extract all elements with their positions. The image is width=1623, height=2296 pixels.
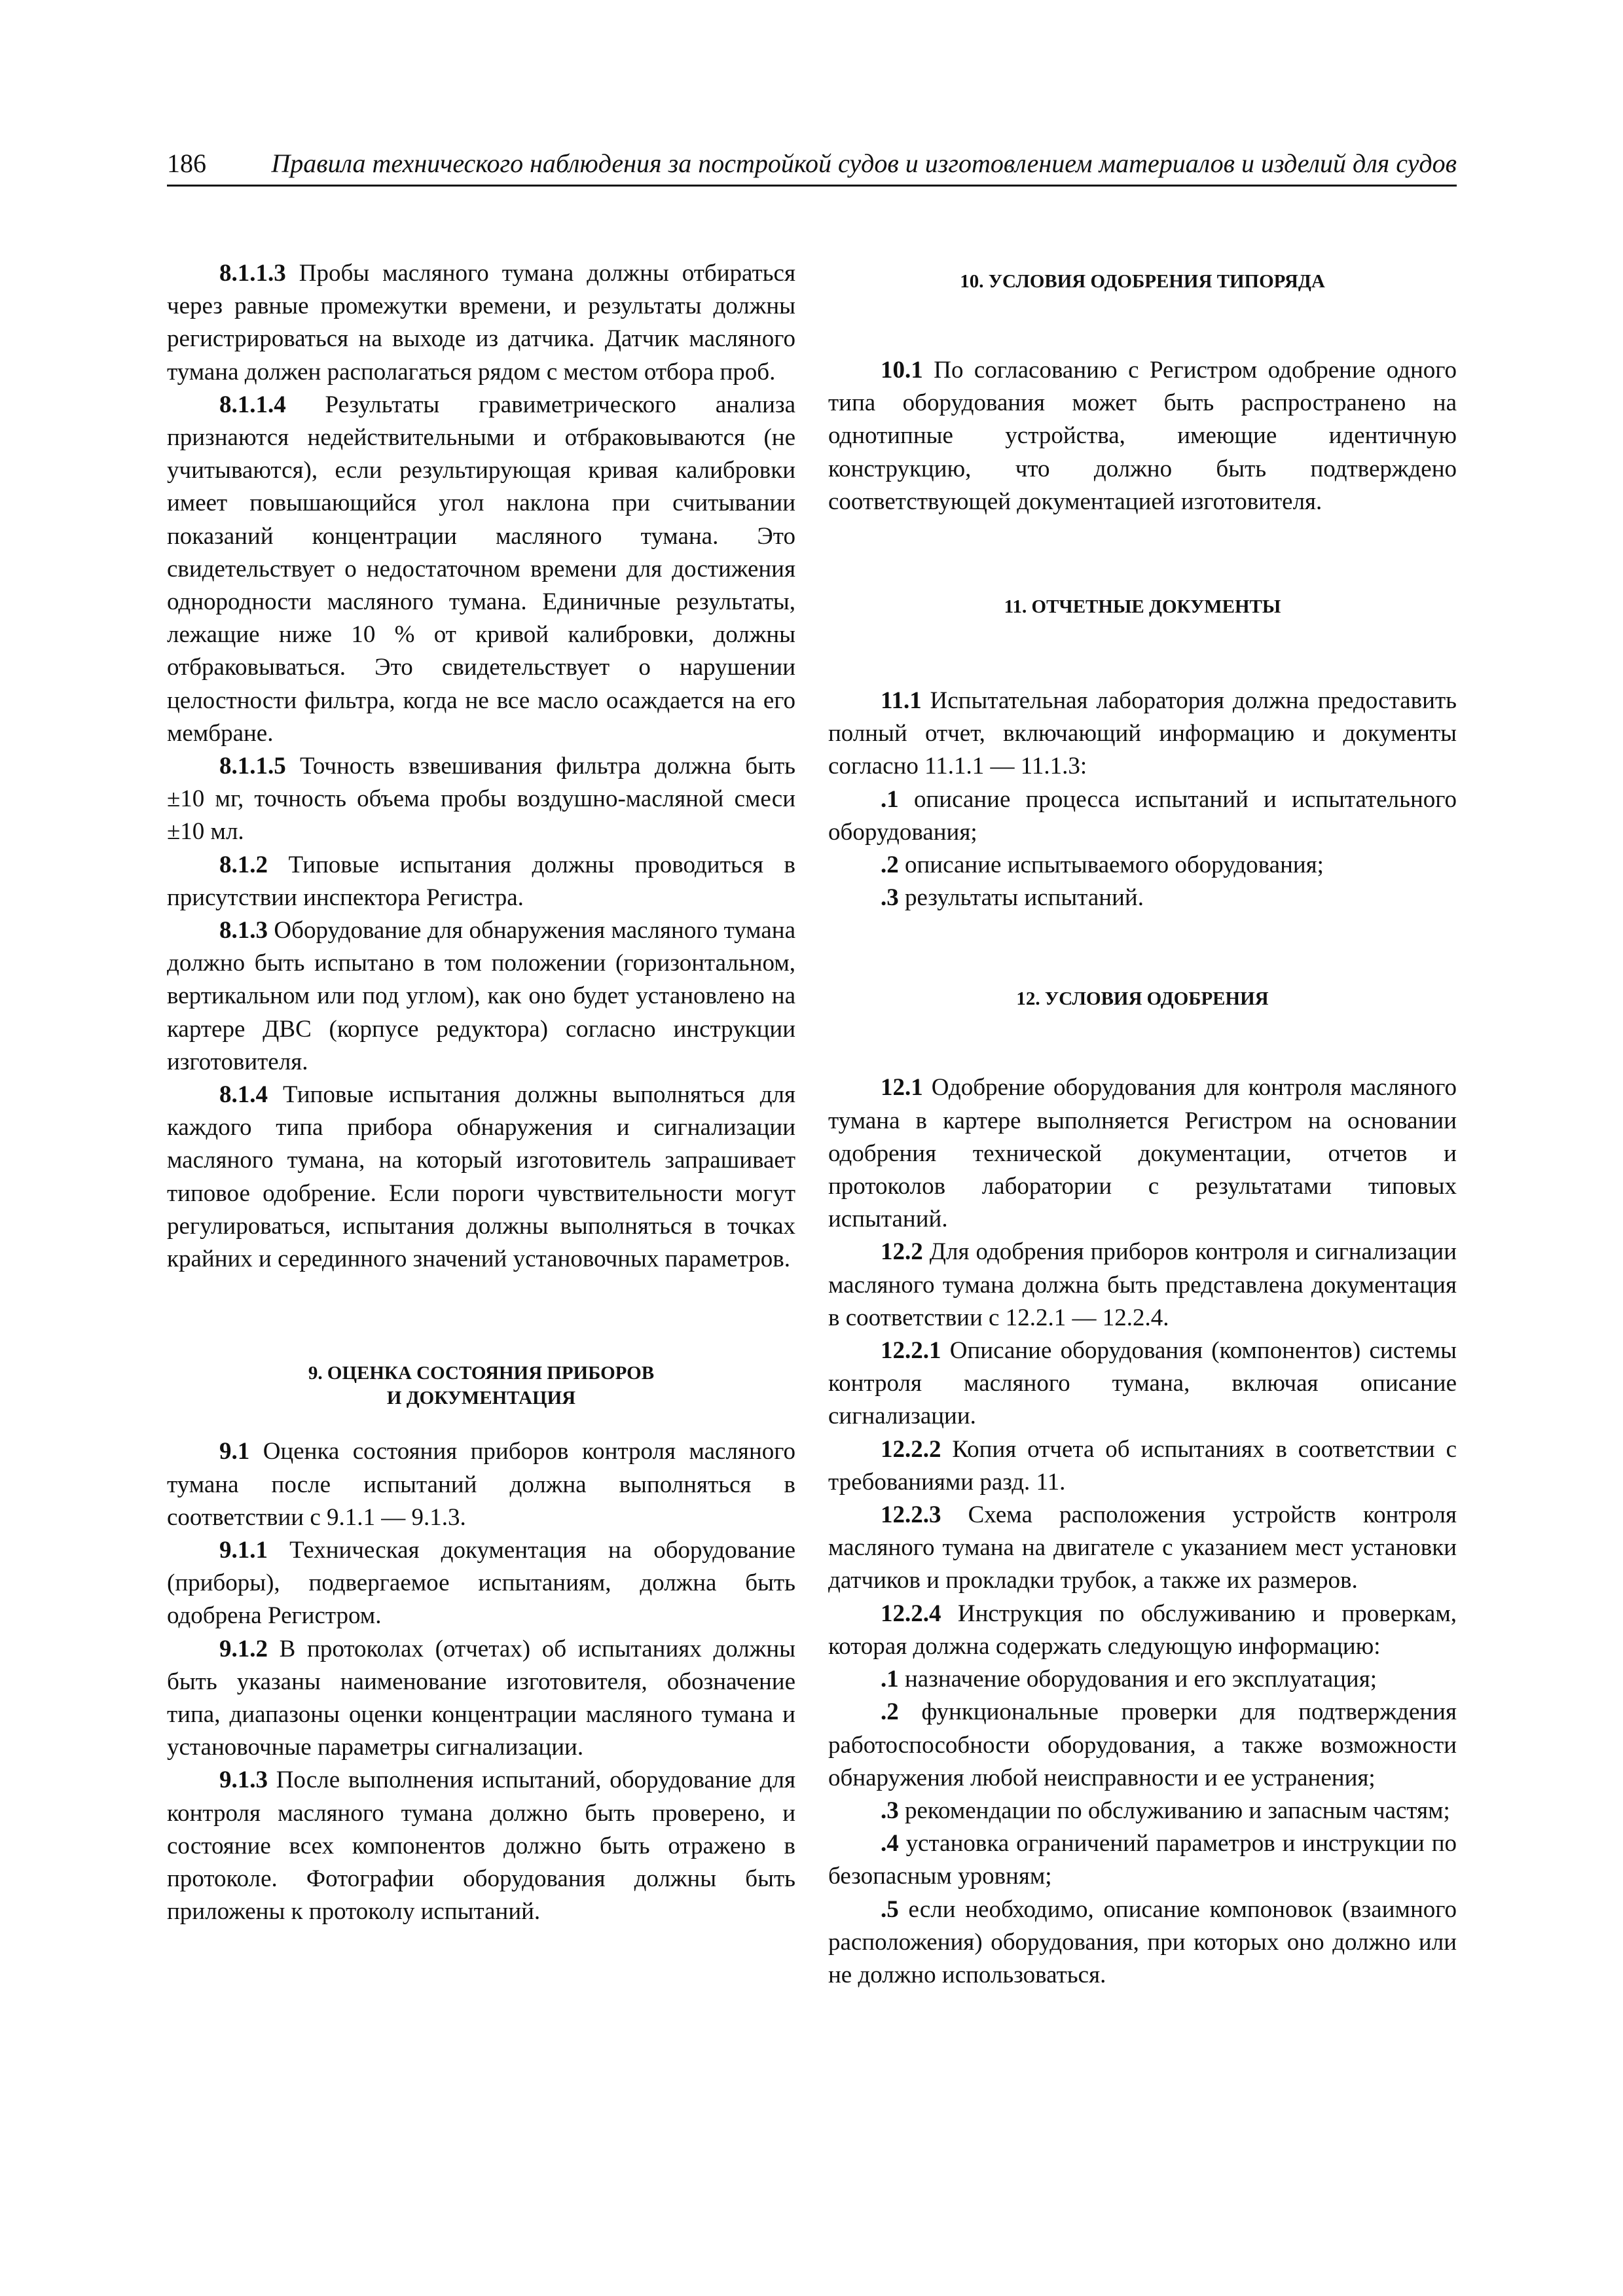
clause-text: Типовые испытания должны выполняться для каждого типа прибора обнаружения и сигнализации масляного тумана, на который изготовитель запрашивает типовое одобрение. Если пороги чувствительности могут регулироваться, испытания должны выполняться в точках крайних и серединного значений установочных параметров. — [167, 1081, 795, 1273]
paragraph — [167, 914, 795, 1079]
section-heading-11: 11. ОТЧЕТНЫЕ ДОКУМЕНТЫ — [1004, 596, 1281, 618]
clause-text: Пробы масляного тумана должны отбираться через равные промежутки времени, и результаты должны регистрироваться на выходе из датчика. Датчик масляного тумана должен располагаться рядом с местом отбора проб. — [167, 260, 795, 386]
clause-text: Оценка состояния приборов контроля масляного тумана после испытаний должна выполняться в соответствии с 9.1.1 — 9.1.3. — [167, 1438, 795, 1531]
clause-number: 11.1 — [881, 687, 922, 715]
left-column — [167, 257, 795, 1928]
paragraph — [167, 849, 795, 914]
clause-number: 12.1 — [881, 1074, 923, 1102]
clause-number: 8.1.1.4 — [219, 391, 286, 418]
item-number: .5 — [881, 1895, 899, 1923]
clause-number: 12.2.1 — [881, 1337, 941, 1365]
clause-number: 12.2.2 — [881, 1435, 941, 1463]
paragraph — [828, 685, 1457, 783]
clause-number: 9.1 — [219, 1438, 250, 1465]
clause-number: 9.1.2 — [219, 1635, 268, 1662]
paragraph — [167, 750, 795, 849]
clause-text: Копия отчета об испытаниях в соответствии с требованиями разд. 11. — [828, 1435, 1457, 1496]
clause-text: Схема расположения устройств контроля масляного тумана на двигателе с указанием мест установки датчиков и прокладки трубок, а также их размеров. — [828, 1501, 1457, 1594]
clause-text: Точность взвешивания фильтра должна быть ±10 мг, точность объема пробы воздушно-масляной смеси ±10 мл. — [167, 753, 795, 846]
clause-number: 9.1.3 — [219, 1767, 268, 1794]
clause-number: 12.2 — [881, 1238, 923, 1266]
clause-number: 8.1.3 — [219, 917, 268, 944]
item-number: .1 — [881, 785, 899, 813]
item-text: рекомендации по обслуживанию и запасным частям; — [898, 1797, 1450, 1824]
clause-text: Типовые испытания должны проводиться в присутствии инспектора Регистра. — [167, 851, 795, 911]
list-item — [828, 783, 1457, 849]
clause-text: Техническая документация на оборудование (приборы), подвергаемое испытаниям, должна быть одобрена Регистром. — [167, 1536, 795, 1630]
list-item — [828, 1827, 1457, 1893]
clause-number: 8.1.1.3 — [219, 260, 286, 287]
item-number: .4 — [881, 1830, 899, 1857]
paragraph — [167, 1435, 795, 1534]
paragraph — [828, 1433, 1457, 1499]
list-item — [828, 1795, 1457, 1827]
item-text: описание испытываемого оборудования; — [898, 852, 1324, 879]
paragraph — [828, 1598, 1457, 1663]
page-number: 186 — [167, 149, 206, 178]
paragraph — [828, 1236, 1457, 1335]
item-text: описание процесса испытаний и испытательного оборудования; — [828, 785, 1457, 846]
clause-number: 8.1.4 — [219, 1081, 268, 1109]
item-text: если необходимо, описание компоновок (взаимного расположения) оборудования, при которых оно должно или не должно использоваться. — [828, 1895, 1457, 1988]
paragraph — [828, 1335, 1457, 1433]
clause-text: После выполнения испытаний, оборудование для контроля масляного тумана должно быть проверено, и состояние всех компонентов должно быть отражено в протоколе. Фотографии оборудования должны быть приложены к протоколу испытаний. — [167, 1767, 795, 1926]
item-number: .3 — [881, 1797, 899, 1824]
list-item — [828, 882, 1457, 914]
list-item — [828, 849, 1457, 882]
clause-number: 12.2.4 — [881, 1600, 941, 1627]
list-item — [828, 1893, 1457, 1992]
clause-number: 12.2.3 — [881, 1501, 941, 1529]
paragraph — [167, 257, 795, 389]
item-number: .1 — [881, 1666, 899, 1693]
clause-number: 9.1.1 — [219, 1536, 268, 1564]
item-number: .2 — [881, 852, 899, 879]
right-column — [828, 257, 1457, 1992]
item-text: назначение оборудования и его эксплуатация; — [898, 1666, 1377, 1693]
item-text: результаты испытаний. — [898, 884, 1144, 912]
clause-text: Описание оборудования (компонентов) системы контроля масляного тумана, включая описание сигнализации. — [828, 1337, 1457, 1430]
paragraph — [828, 1071, 1457, 1236]
clause-text: По согласованию с Регистром одобрение одного типа оборудования может быть распространено на однотипные устройства, имеющие идентичную конструкцию, что должно быть подтверждено соответствующей документацией изготовителя. — [828, 357, 1457, 515]
item-text: установка ограничений параметров и инструкции по безопасным уровням; — [828, 1830, 1457, 1890]
clause-number: 10.1 — [881, 357, 923, 384]
clause-text: Одобрение оборудования для контроля масляного тумана в картере выполняется Регистром на основании одобрения технической документации, отчетов и протоколов лаборатории с результатами типовых испытаний. — [828, 1074, 1457, 1233]
clause-text: В протоколах (отчетах) об испытаниях должны быть указаны наименование изготовителя, обозначение типа, диапазоны оценки концентрации масляного тумана и установочные параметры сигнализации. — [167, 1635, 795, 1761]
item-text: функциональные проверки для подтверждения работоспособности оборудования, а также возможности обнаружения любой неисправности и ее устранения; — [828, 1698, 1457, 1791]
item-number: .2 — [881, 1698, 899, 1726]
paragraph — [167, 1534, 795, 1633]
paragraph — [828, 354, 1457, 518]
paragraph — [167, 389, 795, 750]
list-item — [828, 1663, 1457, 1696]
page-header — [167, 141, 1457, 187]
clause-number: 8.1.1.5 — [219, 753, 286, 780]
section-heading-9: 9. ОЦЕНКА СОСТОЯНИЯ ПРИБОРОВ И ДОКУМЕНТАЦИЯ — [308, 1363, 655, 1409]
section-heading-10: 10. УСЛОВИЯ ОДОБРЕНИЯ ТИПОРЯДА — [960, 271, 1325, 292]
item-number: .3 — [881, 884, 899, 912]
paragraph — [828, 1499, 1457, 1598]
clause-text: Для одобрения приборов контроля и сигнализации масляного тумана должна быть представлена документация в соответствии с 12.2.1 — 12.2.4. — [828, 1238, 1457, 1331]
section-heading-12: 12. УСЛОВИЯ ОДОБРЕНИЯ — [1016, 988, 1269, 1010]
clause-text: Испытательная лаборатория должна предоставить полный отчет, включающий информацию и документы согласно 11.1.1 — 11.1.3: — [828, 687, 1457, 780]
clause-text: Оборудование для обнаружения масляного тумана должно быть испытано в том положении (горизонтальном, вертикальном или под углом), как оно будет установлено на картере ДВС (корпусе редуктора) согласно инструкции изготовителя. — [167, 917, 795, 1075]
clause-text: Результаты гравиметрического анализа признаются недействительными и отбраковываются (не учитываются), если результирующая кривая калибровки имеет повышающийся угол наклона при считывании показаний концентрации масляного тумана. Это свидетельствует о недостаточном времени для достижения однородности масляного тумана. Единичные результаты, лежащие ниже 10 % от кривой калибровки, должны отбраковываться. Это свидетельствует о нарушении целостности фильтра, когда не все масло осаждается на его мембране. — [167, 391, 795, 747]
running-title: Правила технического наблюдения за постройкой судов и изготовлением материалов и изделий для судов — [271, 149, 1457, 178]
clause-number: 8.1.2 — [219, 851, 268, 878]
paragraph — [167, 1764, 795, 1928]
list-item — [828, 1696, 1457, 1795]
paragraph — [167, 1079, 795, 1276]
clause-text: Инструкция по обслуживанию и проверкам, которая должна содержать следующую информацию: — [828, 1600, 1457, 1660]
paragraph — [167, 1633, 795, 1765]
